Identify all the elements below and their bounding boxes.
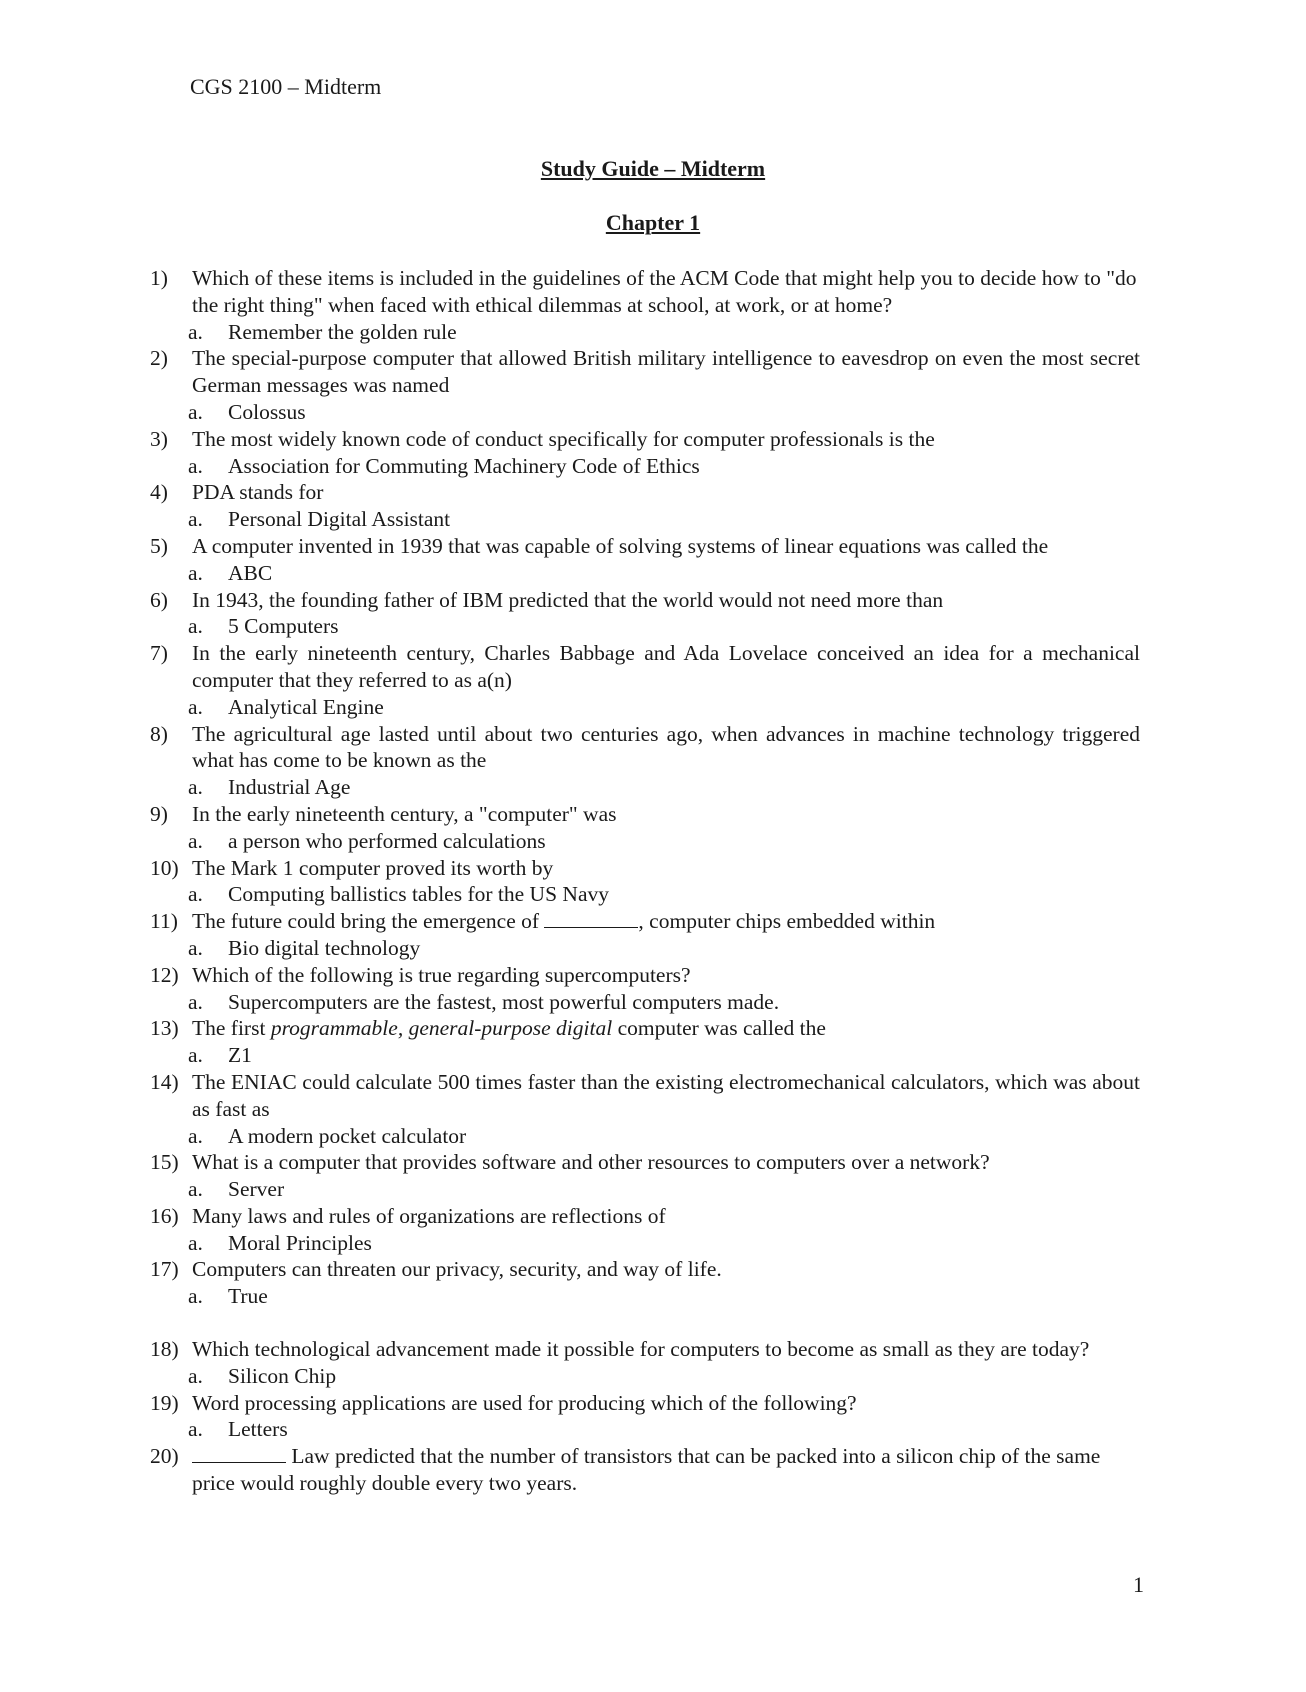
question-text: Which of the following is true regarding supercomputers? [192,962,691,987]
answer-item [150,1042,1140,1069]
answer-item [150,774,1140,801]
question-item [150,479,1140,506]
answer-label: a. [188,775,203,800]
answer-item [150,399,1140,426]
answer-text: Letters [228,1417,288,1442]
answer-text: Colossus [228,399,306,424]
answer-label: a. [188,614,203,639]
question-number: 8) [150,721,168,746]
answer-label: a. [188,1284,203,1309]
answer-item [150,560,1140,587]
question-text [192,1015,1140,1042]
question-text: What is a computer that provides software and other resources to computers over a network? [192,1150,990,1175]
question-number: 10) [150,855,179,880]
question-number: 15) [150,1150,179,1175]
question-text: A computer invented in 1939 that was capable of solving systems of linear equations was called the [192,533,1049,558]
question-text: Which of these items is included in the guidelines of the ACM Code that might help you to decide how to "do the right thing" when faced with ethical dilemmas at school, at work, or at home? [192,266,1137,317]
question-text: Word processing applications are used for producing which of the following? [192,1390,857,1415]
answer-label: a. [188,1123,203,1148]
answer-item [150,1283,1140,1310]
question-text: Computers can threaten our privacy, security, and way of life. [192,1257,722,1282]
answer-text: Silicon Chip [228,1363,337,1388]
question-text: The special-purpose computer that allowed British military intelligence to eavesdrop on even the most secret German messages was named [192,346,1140,398]
question-text-part: Law predicted that the number of transistors that can be packed into a silicon chip of the same price would roughly double every two years. [192,1444,1101,1496]
answer-text: Z1 [228,1043,252,1068]
answer-item [150,453,1140,480]
answer-text: Personal Digital Assistant [228,507,451,532]
question-number: 5) [150,533,168,558]
answer-label: a. [188,1417,203,1442]
page-number: 1 [1133,1572,1144,1597]
question-item [150,855,1140,882]
answer-text: Server [228,1177,285,1202]
answer-label: a. [188,1043,203,1068]
question-text-part: , computer chips embedded within [638,909,936,934]
answer-text: Remember the golden rule [228,319,457,344]
answer-item [150,319,1140,346]
question-number: 20) [150,1444,179,1469]
answer-text: Moral Principles [228,1230,372,1255]
question-text [192,908,1140,935]
question-number: 18) [150,1337,179,1362]
question-number: 4) [150,480,168,505]
question-text-part: The future could bring the emergence of [192,909,545,934]
question-text-part: The first [192,1016,271,1041]
question-item [150,587,1140,614]
question-item [150,1203,1140,1230]
question-text [192,1443,1140,1497]
answer-text: A modern pocket calculator [228,1123,467,1148]
fill-in-blank [544,909,638,928]
question-text: In 1943, the founding father of IBM predicted that the world would not need more than [192,587,944,612]
question-text-italic: programmable, general-purpose digital [270,1016,613,1041]
question-item [150,1069,1140,1123]
answer-label: a. [188,560,203,585]
answer-text: Analytical Engine [228,694,384,719]
question-item [150,265,1140,319]
answer-label: a. [188,882,203,907]
question-list [150,265,1140,1497]
question-item [150,908,1140,935]
fill-in-blank [192,1444,286,1463]
answer-item [150,881,1140,908]
answer-label: a. [188,989,203,1014]
question-text: In the early nineteenth century, Charles Babbage and Ada Lovelace conceived an idea for a mechanical computer that they referred to as a(n) [192,641,1140,692]
question-item [150,1256,1140,1283]
question-text: The ENIAC could calculate 500 times faster than the existing electromechanical calculators, which was about as fast as [192,1069,1140,1121]
chapter-heading: Chapter 1 [605,210,701,235]
question-item [150,1149,1140,1176]
question-number: 16) [150,1203,179,1228]
answer-item [150,1230,1140,1257]
answer-item [150,506,1140,533]
answer-text: Bio digital technology [228,935,421,960]
question-text: The agricultural age lasted until about two centuries ago, when advances in machine technology triggered what has come to be known as the [192,721,1140,773]
answer-label: a. [188,828,203,853]
answer-item [150,1363,1140,1390]
document-title: Study Guide – Midterm [540,156,766,181]
question-item [150,801,1140,828]
answer-item [150,1416,1140,1443]
question-item [150,345,1140,399]
question-text: Which technological advancement made it possible for computers to become as small as they are today? [192,1337,1090,1362]
answer-label: a. [188,1363,203,1388]
question-item [150,962,1140,989]
question-text-part: computer was called the [612,1016,826,1041]
answer-text: Association for Commuting Machinery Code of Ethics [228,453,700,478]
question-text: The most widely known code of conduct specifically for computer professionals is the [192,426,935,451]
question-number: 13) [150,1016,179,1041]
question-text: The Mark 1 computer proved its worth by [192,855,554,880]
question-number: 1) [150,266,168,290]
question-number: 12) [150,962,179,987]
question-number: 19) [150,1390,179,1415]
answer-item [150,935,1140,962]
question-text: PDA stands for [192,480,324,505]
answer-item [150,828,1140,855]
question-number: 7) [150,641,168,666]
question-number: 11) [150,909,178,934]
answer-text: Computing ballistics tables for the US Navy [228,882,609,907]
question-number: 6) [150,587,168,612]
question-number: 9) [150,801,168,826]
answer-text: a person who performed calculations [228,828,546,853]
answer-label: a. [188,319,203,344]
answer-text: 5 Computers [228,614,339,639]
answer-label: a. [188,399,203,424]
answer-text: True [228,1284,268,1309]
course-header: CGS 2100 – Midterm [190,74,382,99]
answer-text: Supercomputers are the fastest, most powerful computers made. [228,989,780,1014]
question-item [150,426,1140,453]
question-text: In the early nineteenth century, a "computer" was [192,801,617,826]
question-item [150,640,1140,694]
answer-label: a. [188,453,203,478]
answer-item [150,613,1140,640]
answer-label: a. [188,935,203,960]
question-item [150,1443,1140,1497]
answer-text: Industrial Age [228,775,351,800]
question-number: 17) [150,1257,179,1282]
question-number: 14) [150,1069,179,1094]
answer-item [150,989,1140,1016]
question-item [150,721,1140,775]
question-text: Many laws and rules of organizations are reflections of [192,1203,666,1228]
answer-item [150,694,1140,721]
answer-item [150,1176,1140,1203]
question-number: 2) [150,346,168,371]
answer-label: a. [188,507,203,532]
answer-label: a. [188,1230,203,1255]
answer-text: ABC [228,560,273,585]
answer-item [150,1123,1140,1150]
question-number: 3) [150,426,168,451]
question-item [150,533,1140,560]
answer-label: a. [188,1177,203,1202]
question-item [150,1336,1140,1363]
question-item [150,1390,1140,1417]
answer-label: a. [188,694,203,719]
question-item [150,1015,1140,1042]
